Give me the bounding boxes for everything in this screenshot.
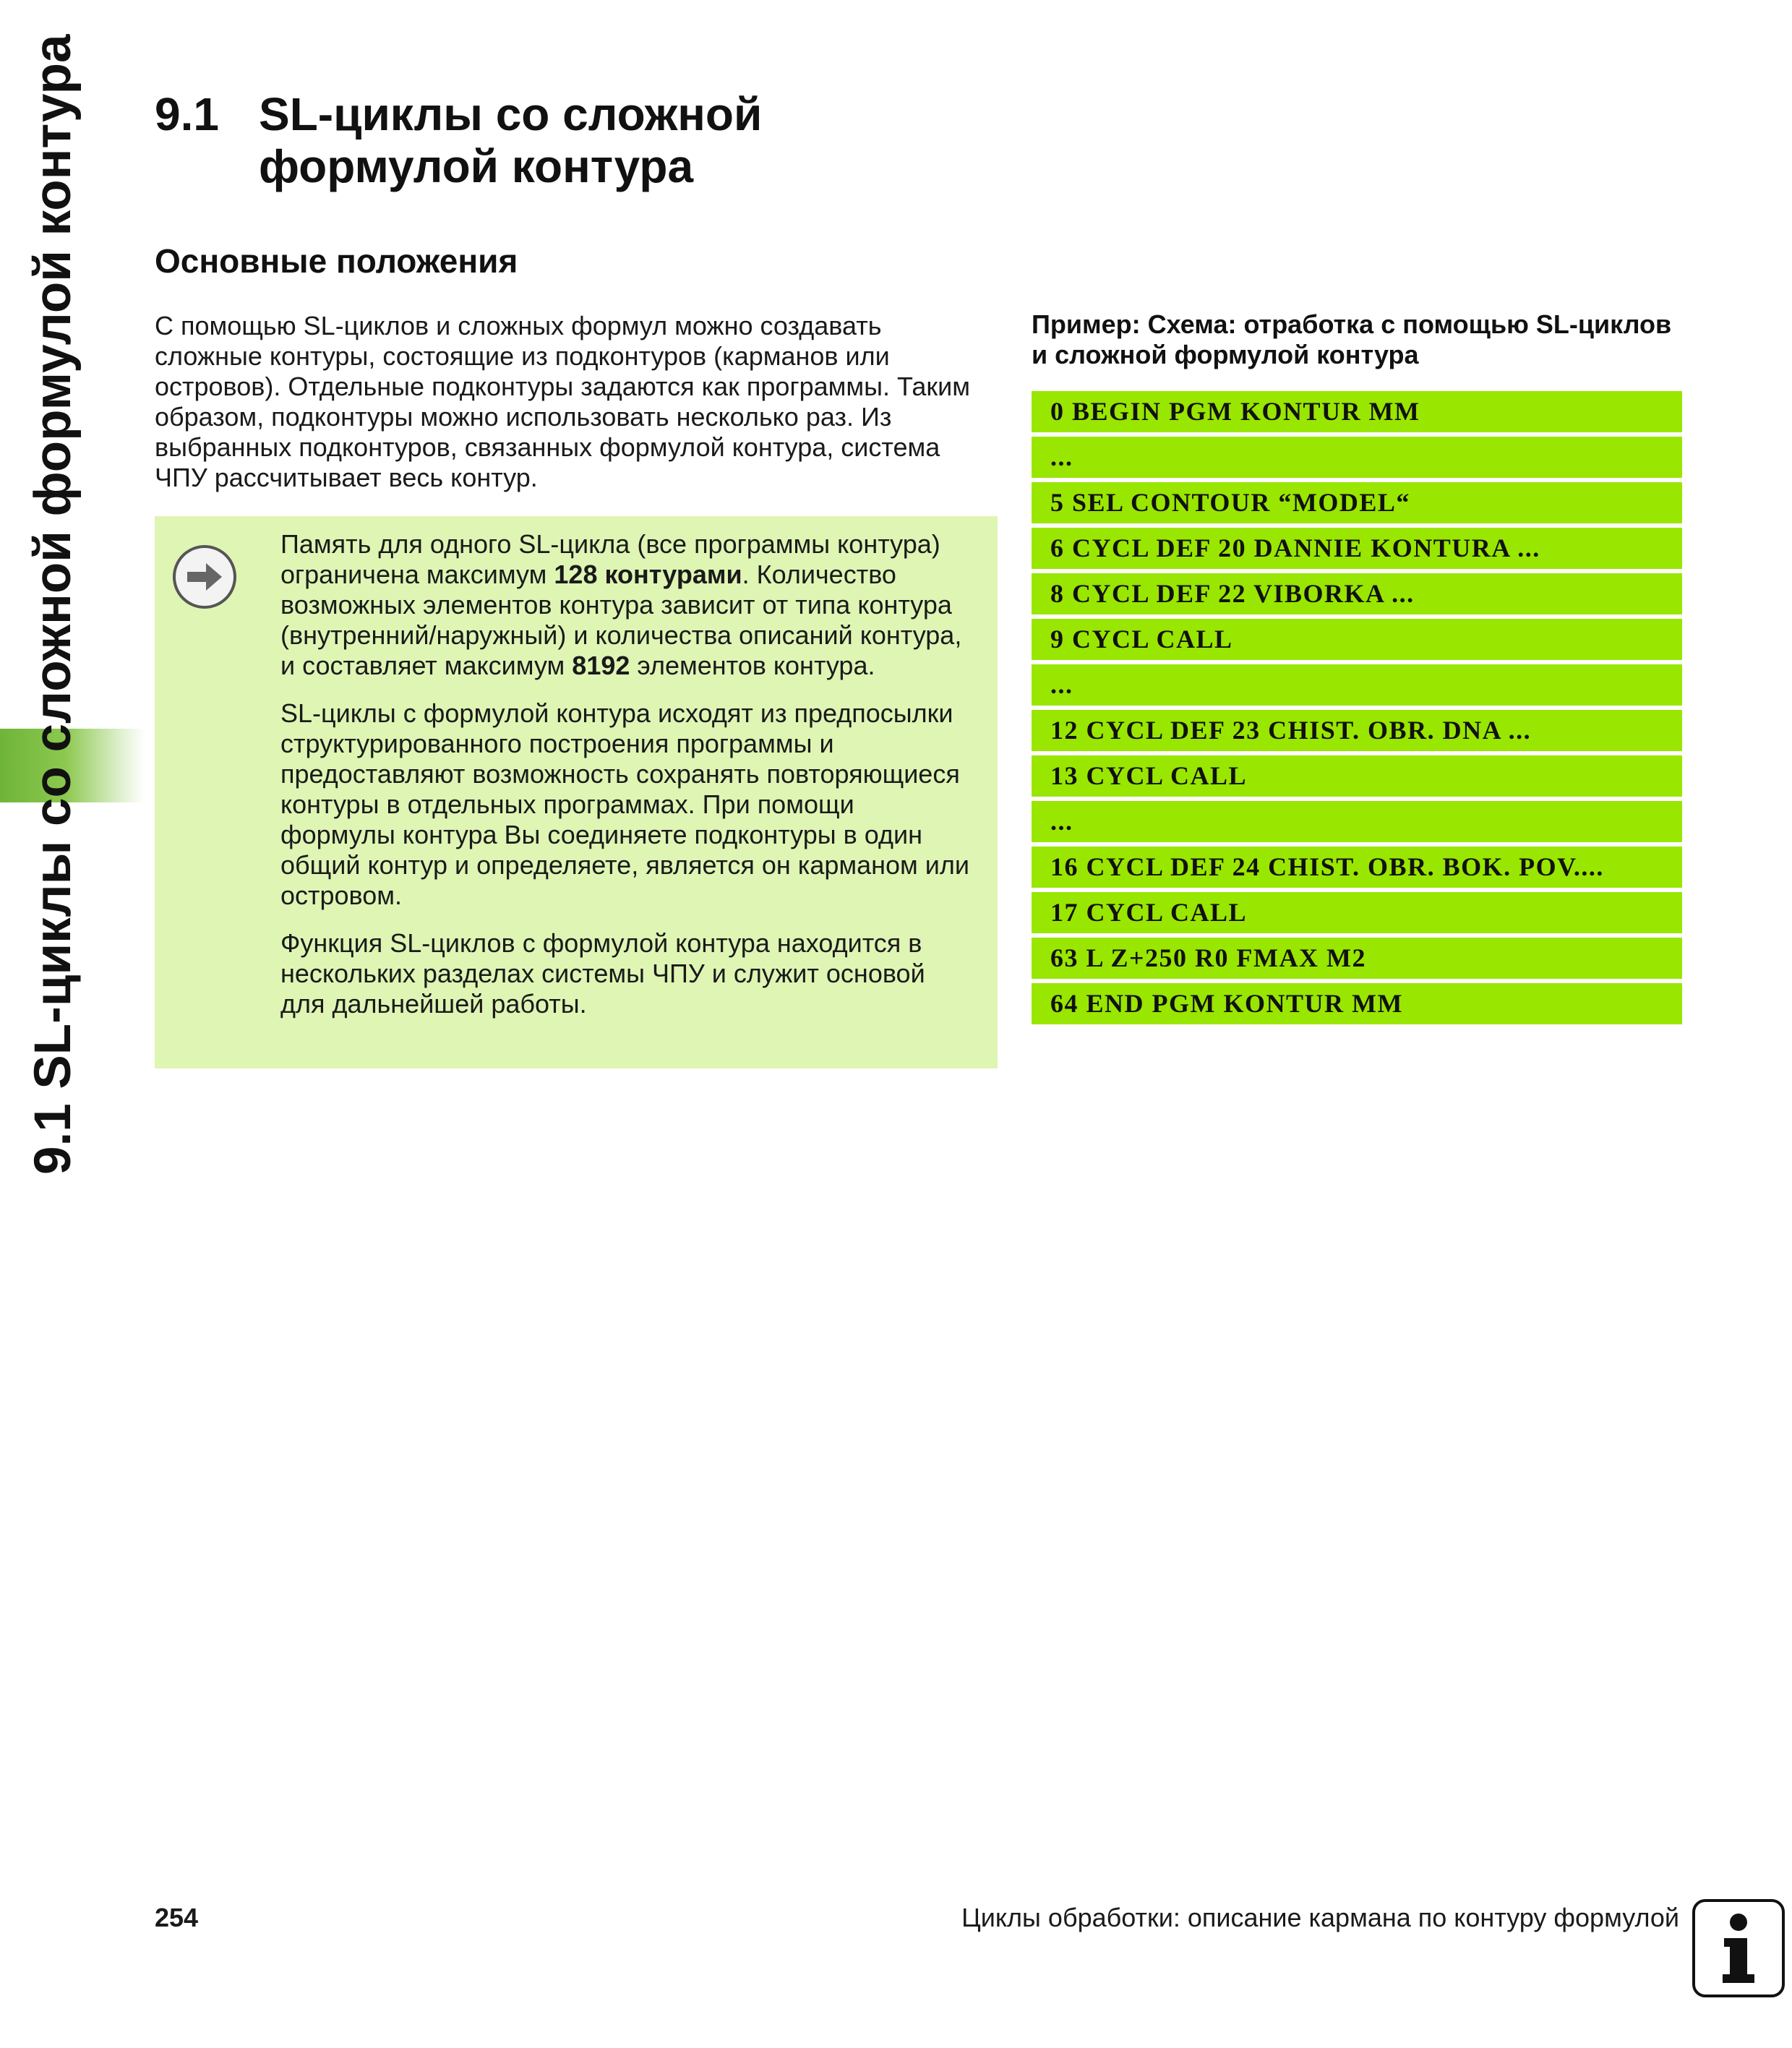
section-title <box>259 88 909 192</box>
intro-paragraph: С помощью SL-циклов и сложных формул можно создавать сложные контуры, состоящие из подконтуров (карманов или островов). Отдельные подконтуры задаются как программы. Таким образом, подконтуры можно использовать несколько раз. Из выбранных подконтуров, связанных формулой контура, система ЧПУ рассчитывает весь контур. <box>155 311 971 492</box>
note-text <box>280 529 974 1037</box>
section-number: 9.1 <box>155 88 219 140</box>
side-chapter-title: 9.1 SL-циклы со сложной формулой контура <box>25 34 82 1175</box>
code-line: 17 CYCL CALL <box>1032 892 1682 933</box>
code-line: ... <box>1032 664 1682 706</box>
page-number: 254 <box>155 1903 199 1932</box>
max-elements-value: 8192 <box>572 651 630 680</box>
code-line: 64 END PGM KONTUR MM <box>1032 983 1682 1024</box>
subheading: Основные положения <box>155 242 518 280</box>
section-title-line-1: SL-циклы со сложной <box>259 88 763 140</box>
code-line: 16 CYCL DEF 24 CHIST. OBR. BOK. POV.... <box>1032 847 1682 888</box>
note-paragraph-3: Функция SL-циклов с формулой контура находится в нескольких разделах системы ЧПУ и служит основой для дальнейшей работы. <box>280 928 925 1019</box>
note-paragraph-1: Память для одного SL-цикла (все программы контура) ограничена максимум 128 контурами. Количество возможных элементов контура зависит от типа контура (внутренний/наружный) и количества описаний контура, и составляет максимум 8192 элементов контура. <box>280 529 962 680</box>
code-line: 6 CYCL DEF 20 DANNIE KONTURA ... <box>1032 528 1682 569</box>
code-line: 63 L Z+250 R0 FMAX M2 <box>1032 938 1682 979</box>
example-title: Пример: Схема: отработка с помощью SL-циклов и сложной формулой контура <box>1032 309 1672 369</box>
code-line: 12 CYCL DEF 23 CHIST. OBR. DNA ... <box>1032 710 1682 751</box>
code-line: 9 CYCL CALL <box>1032 619 1682 660</box>
footer-chapter-title: Циклы обработки: описание кармана по контуру формулой <box>961 1903 1679 1932</box>
code-line: 13 CYCL CALL <box>1032 755 1682 797</box>
code-line: 0 BEGIN PGM KONTUR MM <box>1032 391 1682 432</box>
arrow-right-icon <box>173 545 236 609</box>
info-icon <box>1692 1899 1785 1997</box>
code-line: ... <box>1032 437 1682 478</box>
code-line: ... <box>1032 801 1682 842</box>
note-box <box>155 516 998 1068</box>
code-listing <box>1032 391 1682 1029</box>
max-contours-value: 128 контурами <box>554 560 742 589</box>
code-line: 8 CYCL DEF 22 VIBORKA ... <box>1032 573 1682 614</box>
code-line: 5 SEL CONTOUR “MODEL“ <box>1032 482 1682 523</box>
section-title-line-2: формулой контура <box>259 140 694 192</box>
note-paragraph-2: SL-циклы с формулой контура исходят из предпосылки структурированного построения программы и предоставляют возможность сохранять повторяющиеся контуры в отдельных программах. При помощи формулы контура Вы соединяете подконтуры в один общий контур и определяете, является он карманом или островом. <box>280 698 970 910</box>
